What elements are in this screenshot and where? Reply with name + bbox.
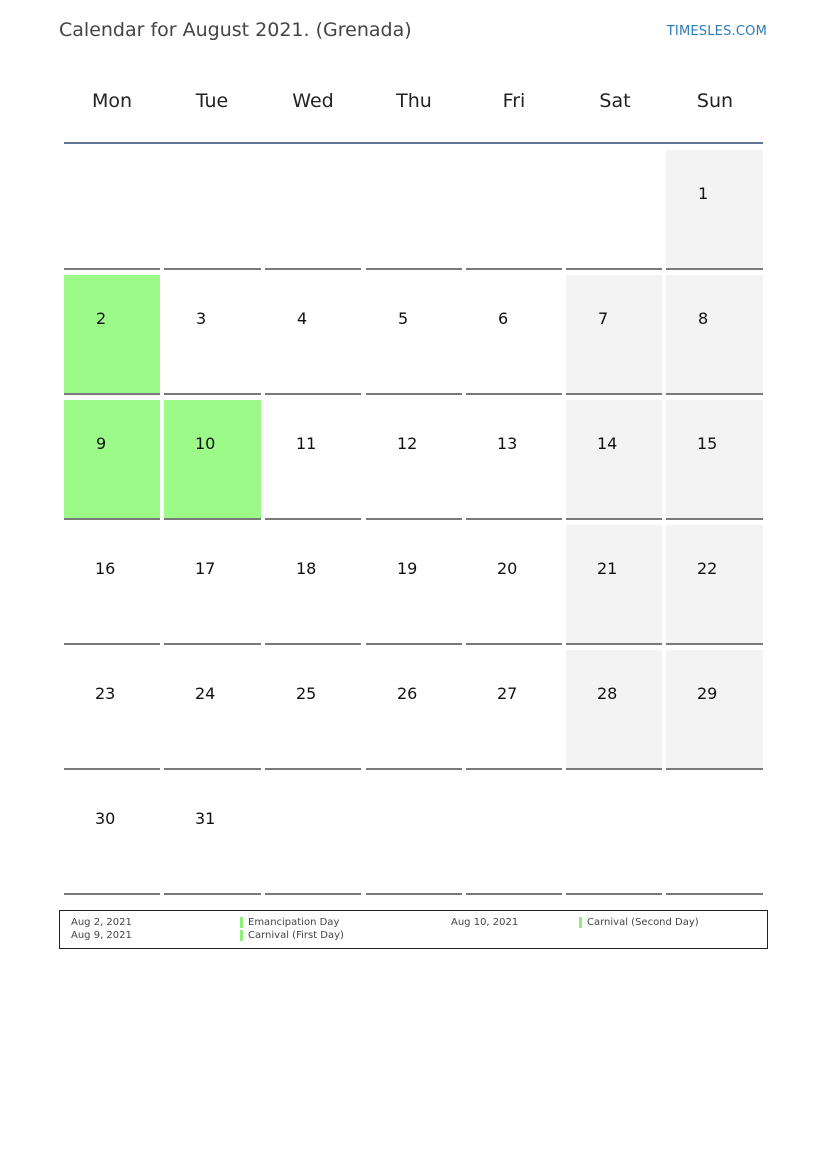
day-cell-weekend — [566, 400, 662, 520]
day-number: 2 — [96, 309, 107, 328]
day-cell — [366, 650, 462, 770]
header-divider — [64, 142, 763, 144]
day-cell-weekend — [566, 525, 662, 645]
day-number: 18 — [296, 559, 317, 578]
day-cell — [265, 525, 361, 645]
day-cell — [164, 275, 261, 395]
day-number: 31 — [195, 809, 216, 828]
day-cell — [366, 400, 462, 520]
empty-cell — [566, 150, 662, 270]
day-number: 17 — [195, 559, 216, 578]
empty-cell — [466, 150, 562, 270]
day-number: 30 — [95, 809, 116, 828]
empty-cell — [666, 775, 763, 895]
holiday-legend — [59, 910, 768, 949]
holiday-date: Aug 9, 2021 — [71, 930, 132, 941]
day-number: 7 — [598, 309, 609, 328]
day-number: 15 — [697, 434, 718, 453]
day-cell — [466, 400, 562, 520]
day-number: 16 — [95, 559, 116, 578]
day-cell — [366, 525, 462, 645]
empty-cell — [265, 775, 361, 895]
day-cell-weekend — [566, 275, 662, 395]
day-number: 6 — [498, 309, 509, 328]
holiday-name: Carnival (Second Day) — [587, 917, 699, 928]
day-number: 4 — [297, 309, 308, 328]
day-number: 11 — [296, 434, 317, 453]
day-number: 23 — [95, 684, 116, 703]
weekday-label: Thu — [396, 90, 432, 112]
weekday-label: Mon — [91, 90, 133, 112]
weekday-header-row — [62, 90, 764, 118]
day-number: 22 — [697, 559, 718, 578]
day-cell — [164, 775, 261, 895]
day-cell-holiday — [164, 400, 261, 520]
day-number: 9 — [96, 434, 107, 453]
day-number: 29 — [697, 684, 718, 703]
day-cell — [64, 775, 160, 895]
empty-cell — [164, 150, 261, 270]
weekday-label: Fri — [502, 90, 526, 112]
day-cell — [265, 275, 361, 395]
day-cell-weekend — [666, 650, 763, 770]
day-number: 1 — [698, 184, 709, 203]
day-cell — [466, 650, 562, 770]
weekday-label: Wed — [292, 90, 334, 112]
day-cell — [64, 650, 160, 770]
day-number: 13 — [497, 434, 518, 453]
empty-cell — [265, 150, 361, 270]
day-cell — [466, 275, 562, 395]
day-cell-holiday — [64, 400, 160, 520]
day-number: 28 — [597, 684, 618, 703]
day-number: 8 — [698, 309, 709, 328]
day-number: 21 — [597, 559, 618, 578]
day-number: 25 — [296, 684, 317, 703]
day-number: 12 — [397, 434, 418, 453]
day-cell — [265, 650, 361, 770]
holiday-marker — [240, 917, 243, 928]
day-number: 24 — [195, 684, 216, 703]
weekday-label: Sat — [599, 90, 631, 112]
weekday-label: Sun — [696, 90, 734, 112]
day-cell-weekend — [666, 400, 763, 520]
day-number: 20 — [497, 559, 518, 578]
day-number: 5 — [398, 309, 409, 328]
day-cell-weekend — [666, 525, 763, 645]
day-number: 3 — [196, 309, 207, 328]
holiday-name: Emancipation Day — [248, 917, 340, 928]
day-cell-weekend — [566, 650, 662, 770]
day-number: 27 — [497, 684, 518, 703]
day-cell-weekend — [666, 150, 763, 270]
day-cell-weekend — [666, 275, 763, 395]
page-title: Calendar for August 2021. (Grenada) — [59, 19, 412, 41]
day-number: 26 — [397, 684, 418, 703]
holiday-marker — [579, 917, 582, 928]
holiday-date: Aug 10, 2021 — [451, 917, 519, 928]
day-number: 19 — [397, 559, 418, 578]
empty-cell — [64, 150, 160, 270]
day-cell — [164, 525, 261, 645]
empty-cell — [366, 775, 462, 895]
day-cell — [164, 650, 261, 770]
empty-cell — [566, 775, 662, 895]
holiday-date: Aug 2, 2021 — [71, 917, 132, 928]
day-cell — [366, 275, 462, 395]
holiday-name: Carnival (First Day) — [248, 930, 344, 941]
empty-cell — [466, 775, 562, 895]
day-cell — [265, 400, 361, 520]
day-cell-holiday — [64, 275, 160, 395]
holiday-marker — [240, 930, 243, 941]
day-cell — [64, 525, 160, 645]
weekday-label: Tue — [195, 90, 229, 112]
day-number: 10 — [195, 434, 216, 453]
brand-link[interactable]: TIMESLES.COM — [666, 24, 767, 39]
day-cell — [466, 525, 562, 645]
empty-cell — [366, 150, 462, 270]
day-number: 14 — [597, 434, 618, 453]
